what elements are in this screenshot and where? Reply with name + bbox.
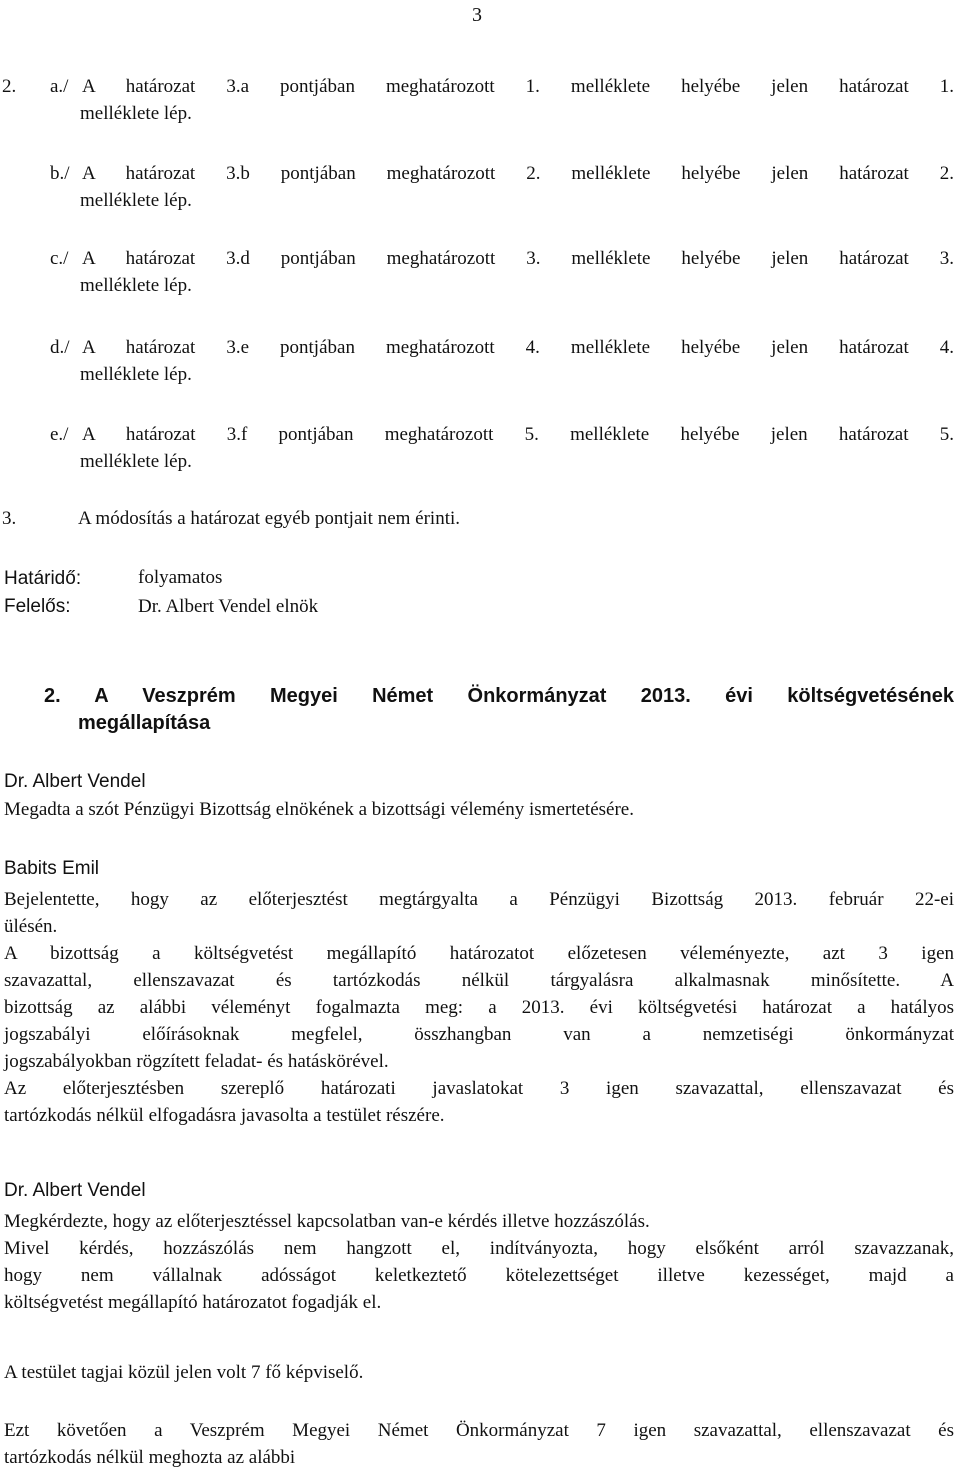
item-letter: e./ xyxy=(50,424,69,445)
item-text: A módosítás a határozat egyéb pontjait nem érinti. xyxy=(78,508,461,529)
deadline-label: Határidő: xyxy=(4,568,82,589)
item-letter: d./ xyxy=(50,337,70,358)
deadline-value: folyamatos xyxy=(138,567,223,588)
closing-paragraph xyxy=(4,1417,954,1471)
speaker-paragraph xyxy=(4,1208,954,1316)
text-line: A bizottság a költségvetést megállapító határozatot előzetesen véleményezte, azt 3 igen xyxy=(4,943,954,964)
item-letter: b./ xyxy=(50,163,70,184)
attendance-text: A testület tagjai közül jelen volt 7 fő képviselő. xyxy=(4,1362,364,1383)
item-number: 2. xyxy=(2,76,17,97)
speaker-name: Babits Emil xyxy=(4,858,100,879)
text-line: Ezt követően a Veszprém Megyei Német Önkormányzat 7 igen szavazattal, ellenszavazat és xyxy=(4,1420,954,1441)
speaker-text: Megadta a szót Pénzügyi Bizottság elnökének a bizottsági vélemény ismertetésére. xyxy=(4,799,634,820)
item-text: A határozat 3.b pontjában meghatározott 2. melléklete helyébe jelen határozat 2. xyxy=(82,163,954,184)
responsible-value: Dr. Albert Vendel elnök xyxy=(138,596,319,617)
item-continuation: melléklete lép. xyxy=(80,190,192,211)
item-text: A határozat 3.e pontjában meghatározott 4. melléklete helyébe jelen határozat 4. xyxy=(82,337,954,358)
agenda-heading-line: 2. A Veszprém Megyei Német Önkormányzat 2013. évi költségvetésének xyxy=(44,685,954,707)
item-text: A határozat 3.d pontjában meghatározott 3. melléklete helyébe jelen határozat 3. xyxy=(82,248,954,269)
speaker-paragraph xyxy=(4,886,954,1129)
text-line: Az előterjesztésben szereplő határozati javaslatokat 3 igen szavazattal, ellenszavazat és xyxy=(4,1078,954,1099)
item-text: A határozat 3.f pontjában meghatározott 5. melléklete helyébe jelen határozat 5. xyxy=(82,424,954,445)
text-line: költségvetést megállapító határozatot fogadják el. xyxy=(4,1292,382,1313)
page-number: 3 xyxy=(472,4,482,26)
text-line: hogy nem vállalnak adósságot keletkeztető kötelezettséget illetve kezességet, majd a xyxy=(4,1265,954,1286)
item-number: 3. xyxy=(2,508,17,529)
text-line: Bejelentette, hogy az előterjesztést megtárgyalta a Pénzügyi Bizottság 2013. február 22-ei xyxy=(4,889,954,910)
item-letter: a./ xyxy=(50,76,69,97)
responsible-label: Felelős: xyxy=(4,596,71,617)
text-line: Mivel kérdés, hozzászólás nem hangzott el, indítványozta, hogy elsőként arról szavazzanak, xyxy=(4,1238,954,1259)
text-line: jogszabályi előírásoknak megfelel, összhangban van a nemzetiségi önkormányzat xyxy=(4,1024,954,1045)
item-text: A határozat 3.a pontjában meghatározott 1. melléklete helyébe jelen határozat 1. xyxy=(82,76,954,97)
text-line: bizottság az alábbi véleményt fogalmazta meg: a 2013. évi költségvetési határozat a hatályos xyxy=(4,997,954,1018)
item-continuation: melléklete lép. xyxy=(80,275,192,296)
item-letter: c./ xyxy=(50,248,69,269)
text-line: tartózkodás nélkül elfogadásra javasolta a testület részére. xyxy=(4,1105,445,1126)
text-line: szavazattal, ellenszavazat és tartózkodás nélkül tárgyalásra alkalmasnak minősítette. A xyxy=(4,970,954,991)
agenda-heading xyxy=(44,683,954,737)
text-line: ülésén. xyxy=(4,916,58,937)
item-continuation: melléklete lép. xyxy=(80,451,192,472)
item-continuation: melléklete lép. xyxy=(80,364,192,385)
speaker-name: Dr. Albert Vendel xyxy=(4,771,146,792)
agenda-heading-line: megállapítása xyxy=(78,712,211,734)
text-line: jogszabályokban rögzített feladat- és hatáskörével. xyxy=(4,1051,389,1072)
item-continuation: melléklete lép. xyxy=(80,103,192,124)
speaker-name: Dr. Albert Vendel xyxy=(4,1180,146,1201)
text-line: Megkérdezte, hogy az előterjesztéssel kapcsolatban van-e kérdés illetve hozzászólás. xyxy=(4,1211,650,1232)
text-line: tartózkodás nélkül meghozta az alábbi xyxy=(4,1447,296,1468)
